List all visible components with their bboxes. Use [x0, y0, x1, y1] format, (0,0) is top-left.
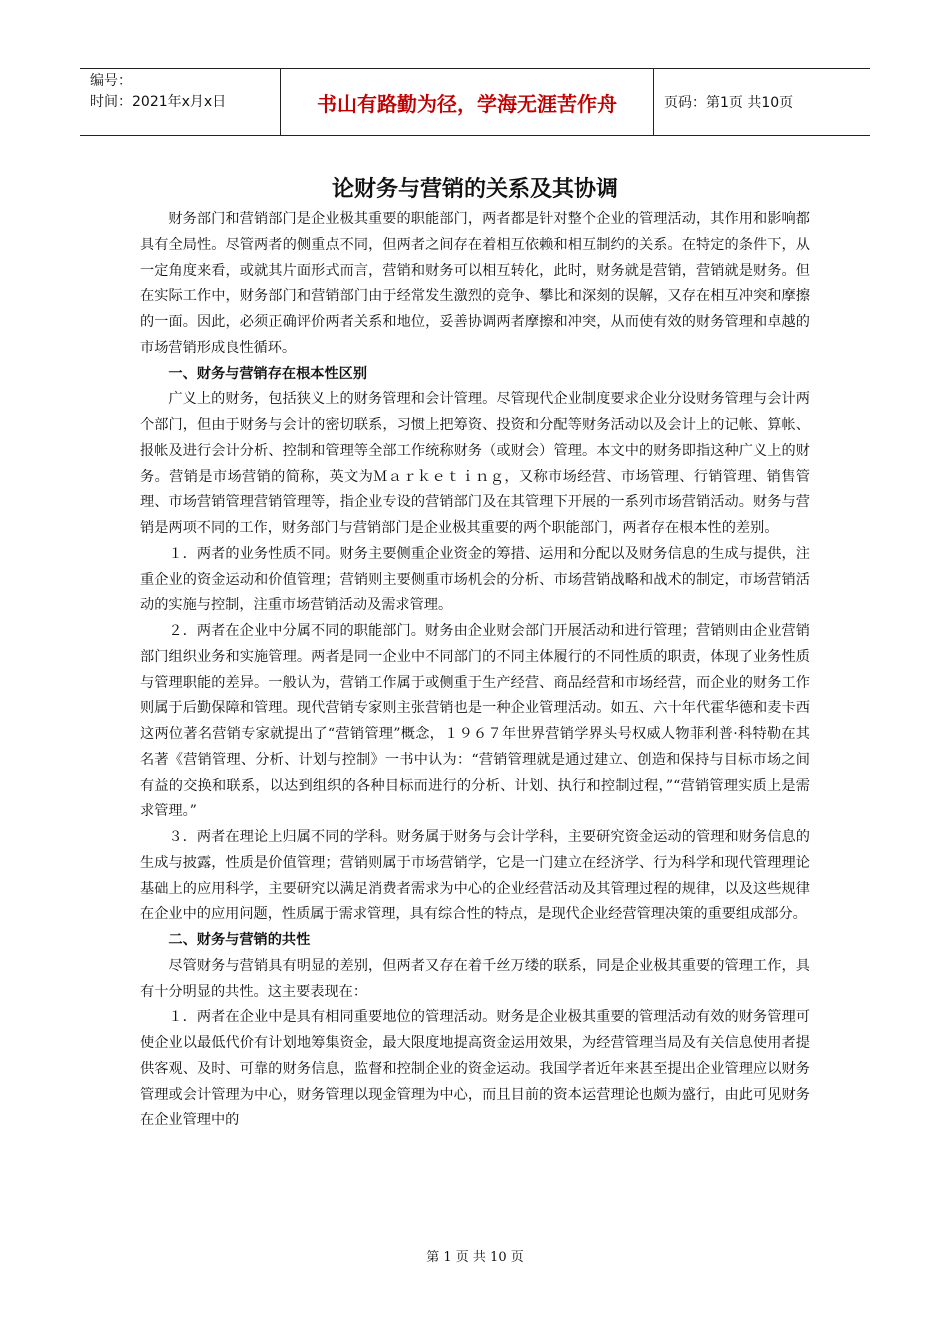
- paragraph: 广义上的财务，包括狭义上的财务管理和会计管理。尽管现代企业制度要求企业分设财务管理与会计两个部门，但由于财务与会计的密切联系，习惯上把筹资、投资和分配等财务活动以及会计上的记帐、算帐、报帐及进行会计分析、控制和管理等全部工作统称财务（或财会）管理。本文中的财务即指这种广义上的财务。营销是市场营销的简称，英文为Ｍａｒｋｅｔｉｎｇ，又称市场经营、市场管理、行销管理、销售管理、市场营销管理营销管理等，指企业专设的营销部门及在其管理下开展的一系列市场营销活动。财务与营销是两项不同的工作，财务部门与营销部门是企业极其重要的两个职能部门，两者存在根本性的差别。: [140, 391, 810, 536]
- paragraph: 尽管财务与营销具有明显的差别，但两者又存在着千丝万缕的联系，同是企业极其重要的管理工作，具有十分明显的共性。这主要表现在：: [140, 957, 810, 1000]
- paragraph: ２．两者在企业中分属不同的职能部门。财务由企业财会部门开展活动和进行管理；营销则由企业营销部门组织业务和实施管理。两者是同一企业中不同部门的不同主体履行的不同性质的职责，体现了业务性质与管理职能的差异。一般认为，营销工作属于或侧重于生产经营、商品经营和市场经营，而企业的财务工作则属于后勤保障和管理。现代营销专家则主张营销也是一种企业管理活动。如五、六十年代霍华德和麦卡西这两位著名营销专家就提出了“营销管理”概念，１９６７年世界营销学界头号权威人物菲利普·科特勒在其名著《营销管理、分析、计划与控制》一书中认为：“营销管理就是通过建立、创造和保持与目标市场之间有益的交换和联系，以达到组织的各种目标而进行的分析、计划、执行和控制过程，”“营销管理实质上是需求管理。”: [140, 623, 810, 820]
- section-heading: 一、财务与营销存在根本性区别: [168, 365, 368, 382]
- document-title: 论财务与营销的关系及其协调: [331, 177, 618, 202]
- section-heading: 二、财务与营销的共性: [168, 932, 311, 948]
- header-motto: 书山有路勤为径，学海无涯苦作舟: [280, 69, 654, 135]
- number-label: 编号：: [90, 73, 132, 89]
- page-footer: 第 1 页 共 10 页: [426, 1250, 524, 1265]
- paragraph: ３．两者在理论上归属不同的学科。财务属于财务与会计学科，主要研究资金运动的管理和财务信息的生成与披露，性质是价值管理；营销则属于市场营销学，它是一门建立在经济学、行为科学和现代管理理论基础上的应用科学，主要研究以满足消费者需求为中心的企业经营活动及其管理过程的规律，以及这些规律在企业中的应用问题，性质属于需求管理，具有综合性的特点，是现代企业经营管理决策的重要组成部分。: [140, 829, 810, 923]
- document-body: [140, 207, 810, 1134]
- paragraph: 财务部门和营销部门是企业极其重要的职能部门，两者都是针对整个企业的管理活动，其作用和影响都具有全局性。尽管两者的侧重点不同，但两者之间存在着相互依赖和相互制约的关系。在特定的条件下，从一定角度来看，或就其片面形式而言，营销和财务可以相互转化，此时，财务就是营销，营销就是财务。但在实际工作中，财务部门和营销部门由于经常发生激烈的竞争、攀比和深刻的误解，又存在相互冲突和摩擦的一面。因此，必须正确评价两者关系和地位，妥善协调两者摩擦和冲突，从而使有效的财务管理和卓越的市场营销形成良性循环。: [140, 211, 810, 356]
- header-meta: [80, 69, 280, 135]
- time-label: 时间：2021年x月x日: [90, 94, 227, 110]
- header-page-label: 页码：第1页 共10页: [664, 95, 794, 111]
- page-header: [80, 68, 870, 136]
- paragraph: １．两者在企业中是具有相同重要地位的管理活动。财务是企业极其重要的管理活动有效的财务管理可使企业以最低代价有计划地筹集资金，最大限度地提高资金运用效果，为经营管理当局及有关信息使用者提供客观、及时、可靠的财务信息，监督和控制企业的资金运动。我国学者近年来甚至提出企业管理应以财务管理或会计管理为中心，财务管理以现金管理为中心，而且目前的资本运营理论也颇为盛行，由此可见财务在企业管理中的: [140, 1009, 810, 1129]
- paragraph: １．两者的业务性质不同。财务主要侧重企业资金的筹措、运用和分配以及财务信息的生成与提供，注重企业的资金运动和价值管理；营销则主要侧重市场机会的分析、市场营销战略和战术的制定，市场营销活动的实施与控制，注重市场营销活动及需求管理。: [140, 545, 810, 614]
